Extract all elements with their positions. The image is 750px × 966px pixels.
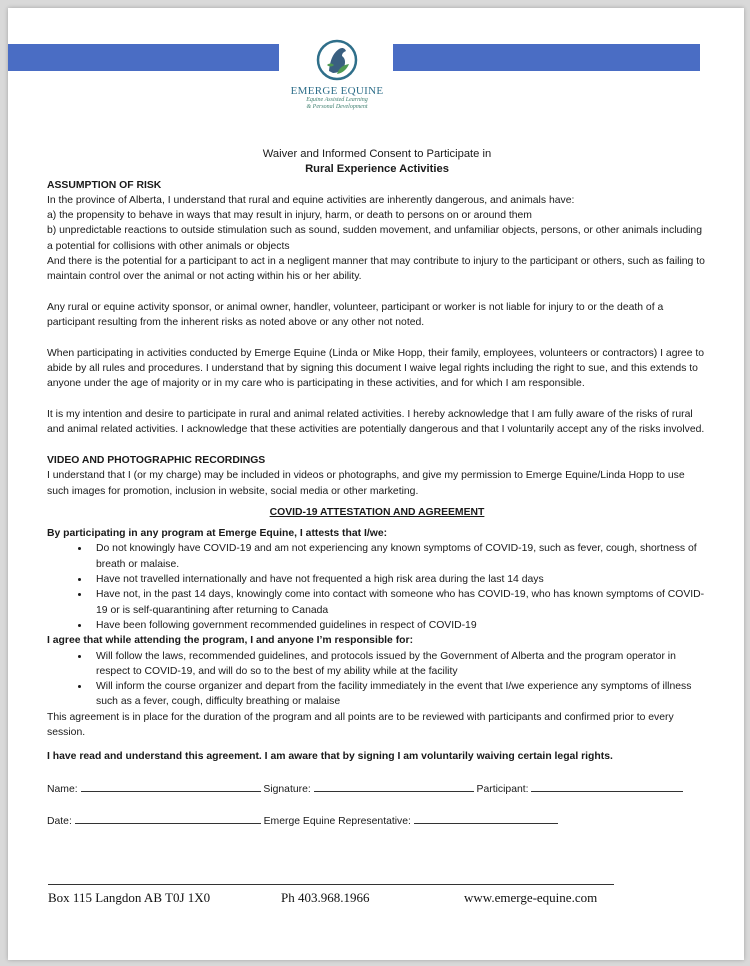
assumption-heading: ASSUMPTION OF RISK (47, 179, 162, 191)
name-field[interactable] (81, 781, 261, 792)
document-title (47, 147, 707, 178)
video-heading: VIDEO AND PHOTOGRAPHIC RECORDINGS (47, 454, 266, 466)
footer-website: www.emerge-equine.com (464, 890, 598, 905)
covid-agree-heading: I agree that while attending the program, I and anyone I’m responsible for: (47, 635, 414, 647)
participant-label: Participant: (476, 783, 529, 795)
list-item: • Will follow the laws, recommended guidelines, and protocols issued by the Government of Alberta and the program operator in respect to COVID-19, and will do so to the best of my ability while at the facility (90, 649, 707, 680)
covid-attest-list (47, 541, 707, 633)
header-band-right (393, 44, 700, 71)
list-item: • Have been following government recommended guidelines in respect of COVID-19 (90, 618, 707, 633)
liability-paragraph: Any rural or equine activity sponsor, or animal owner, handler, volunteer, participant or worker is not liable for injury to or the death of a participant resulting from the inherent risks as noted above or any other not noted. (47, 301, 664, 329)
list-item: • Have not travelled internationally and have not frequented a high risk area during the last 14 days (90, 572, 707, 587)
signature-row-2 (47, 813, 707, 829)
representative-label: Emerge Equine Representative: (263, 815, 411, 827)
logo-tagline-2: & Personal Development (306, 104, 368, 110)
list-item: • Have not, in the past 14 days, knowingly come into contact with someone who has COVID-19, who has known symptoms of COVID-19 or is self-quarantining after returning to Canada (90, 587, 707, 618)
horse-logo-icon (315, 38, 359, 82)
signature-row-1 (47, 781, 707, 797)
covid-closing: This agreement is in place for the duration of the program and all points are to be reviewed with participants and confirmed prior to every session. (47, 711, 674, 738)
list-item: • Do not knowingly have COVID-19 and am not experiencing any known symptoms of COVID-19, such as fever, cough, shortness of breath or malaise. (90, 541, 707, 572)
signature-field[interactable] (314, 781, 474, 792)
document-body (47, 147, 707, 829)
title-line-1: Waiver and Informed Consent to Participate in (262, 148, 492, 160)
footer-phone: Ph 403.968.1966 (281, 890, 370, 905)
participant-field[interactable] (531, 781, 683, 792)
footer-divider (48, 884, 614, 885)
header-band-left (8, 44, 279, 71)
representative-field[interactable] (414, 813, 558, 824)
signature-label: Signature: (263, 783, 311, 795)
date-label: Date: (47, 815, 72, 827)
waiver-page (8, 8, 744, 960)
assumption-line-4: And there is the potential for a participant to act in a negligent manner that may contribute to injury to the participant or others, such as failing to maintain control over the animal or not acting within his or her ability. (47, 256, 705, 283)
assumption-line-2: a) the propensity to behave in ways that may result in injury, harm, or death to persons on or around them (47, 210, 532, 222)
covid-title: COVID-19 ATTESTATION AND AGREEMENT (269, 506, 485, 518)
date-field[interactable] (75, 813, 261, 824)
logo-name: EMERGE EQUINE (290, 85, 384, 97)
video-paragraph: I understand that I (or my charge) may be included in videos or photographs, and give my permission to Emerge Equine/Linda Hopp to use such images for promotion, inclusion in website, social media or other marketing. (47, 470, 685, 497)
logo-tagline-1: Equine Assisted Learning (306, 97, 368, 103)
footer-address: Box 115 Langdon AB T0J 1X0 (48, 890, 211, 905)
rules-paragraph: When participating in activities conducted by Emerge Equine (Linda or Mike Hopp, their family, employees, volunteers or contractors) I agree to abide by all rules and procedures. I understand that by signing this document I waive legal rights including the right to sue, and this extends to anyone under the age of majority or in my care who is participating in these activities, and for which I am responsible. (47, 347, 705, 390)
assumption-line-1: In the province of Alberta, I understand that rural and equine activities are inherently dangerous, and animals have: (47, 194, 575, 206)
name-label: Name: (47, 783, 78, 795)
intention-paragraph: It is my intention and desire to participate in rural and animal related activities. I hereby acknowledge that I am fully aware of the risks of rural and animal related activities. I acknowledge that these activities are potentially dangerous and that I voluntarily accept any of the risks involved. (47, 409, 705, 436)
covid-agree-list (47, 649, 707, 710)
assumption-line-3: b) unpredictable reactions to outside stimulation such as sound, sudden movement, and unfamiliar objects, persons, or other animals including a potential for collisions with other animals or objects (47, 225, 702, 252)
title-line-2: Rural Experience Activities (305, 163, 449, 176)
list-item: • Will inform the course organizer and depart from the facility immediately in the event that I/we experience any symptoms of illness such as a fever, cough, difficulty breathing or malaise (90, 679, 707, 710)
emerge-equine-logo (284, 38, 390, 111)
acknowledgement: I have read and understand this agreement. I am aware that by signing I am voluntarily waiving certain legal rights. (47, 751, 613, 763)
covid-attest-heading: By participating in any program at Emerge Equine, I attests that I/we: (47, 528, 388, 540)
